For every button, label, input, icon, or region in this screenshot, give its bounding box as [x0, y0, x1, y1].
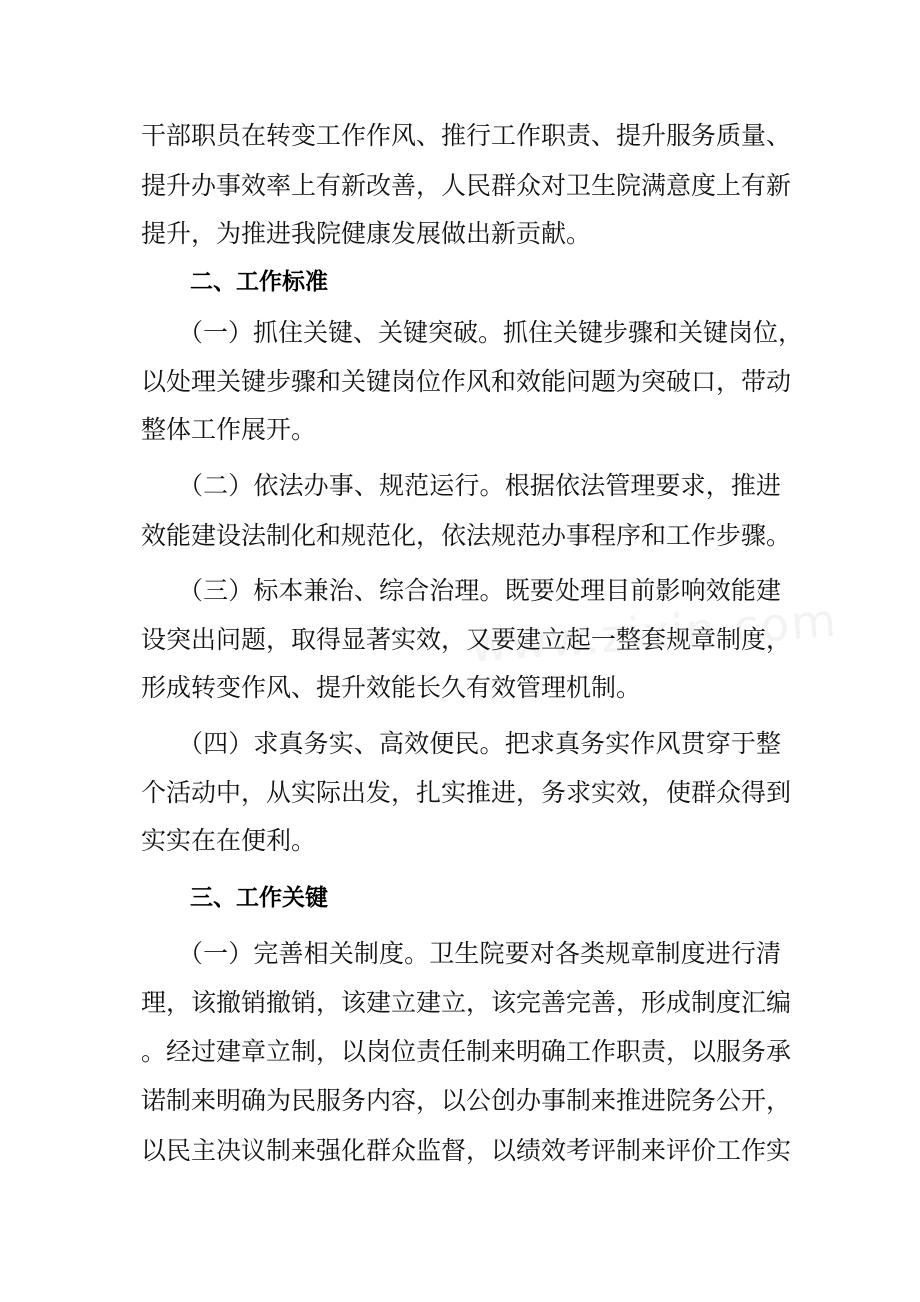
body-line: 。经过建章立制，以岗位责任制来明确工作职责，以服务承	[141, 1037, 792, 1066]
body-line: （二）依法办事、规范运行。根据依法管理要求，推进	[178, 471, 781, 500]
body-line: 理，该撤销撤销，该建立建立，该完善完善，形成制度汇编	[141, 988, 792, 1017]
body-line: 提升，为推进我院健康发展做出新贡献。	[141, 219, 592, 248]
body-line: 形成转变作风、提升效能长久有效管理机制。	[141, 673, 642, 702]
body-line: 效能建设法制化和规范化，依法规范办事程序和工作步骤。	[141, 521, 792, 550]
body-line: 诺制来明确为民服务内容，以公创办事制来推进院务公开，	[141, 1086, 792, 1115]
body-line: 干部职员在转变工作作风、推行工作职责、提升服务质量、	[141, 121, 792, 150]
section-heading: 二、工作标准	[190, 269, 328, 295]
body-line: 以处理关键步骤和关键岗位作风和效能问题为突破口，带动	[141, 367, 792, 396]
body-line: （三）标本兼治、综合治理。既要处理目前影响效能建	[178, 576, 781, 605]
body-line: 整体工作展开。	[141, 415, 317, 444]
body-line: 以民主决议制来强化群众监督，以绩效考评制来评价工作实	[141, 1136, 792, 1165]
body-line: 个活动中，从实际出发，扎实推进，务求实效，使群众得到	[141, 778, 792, 807]
section-heading: 三、工作关键	[190, 885, 328, 911]
body-line: 提升办事效率上有新改善，人民群众对卫生院满意度上有新	[141, 171, 792, 200]
body-line: （一）抓住关键、关键突破。抓住关键步骤和关键岗位，	[178, 318, 804, 347]
body-line: （一）完善相关制度。卫生院要对各类规章制度进行清	[178, 939, 781, 968]
body-line: 实实在在便利。	[141, 826, 317, 855]
body-line: 设突出问题，取得显著实效，又要建立起一整套规章制度，	[141, 625, 792, 654]
body-line: （四）求真务实、高效便民。把求真务实作风贯穿于整	[178, 729, 781, 758]
